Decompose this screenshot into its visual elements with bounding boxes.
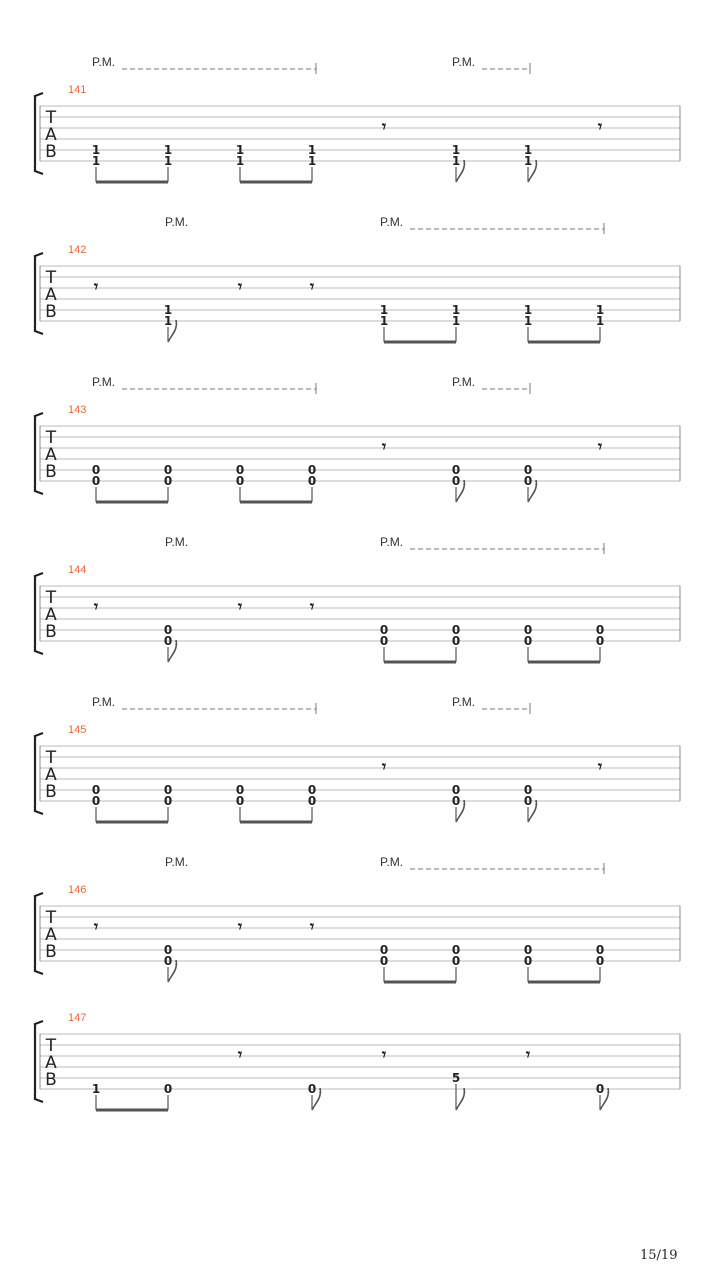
measure-number: 147 xyxy=(68,1012,87,1024)
fret-number: 0 xyxy=(523,623,533,637)
fret-number: 0 xyxy=(163,623,173,637)
fret-number: 1 xyxy=(523,143,533,157)
fret-number: 0 xyxy=(163,794,173,808)
measure-number: 143 xyxy=(68,404,87,416)
measure-number: 144 xyxy=(68,564,87,576)
fret-number: 0 xyxy=(307,1082,317,1096)
system-bracket xyxy=(35,413,43,494)
fret-number: 0 xyxy=(523,783,533,797)
fret-number: 5 xyxy=(451,1071,461,1085)
tab-letter: A xyxy=(45,125,57,145)
tab-letter: B xyxy=(45,302,57,322)
fret-number: 0 xyxy=(451,623,461,637)
fret-number: 1 xyxy=(91,1082,101,1096)
eighth-rest: 𝄾 xyxy=(381,437,387,456)
tab-letter: T xyxy=(45,428,57,448)
measure-number: 142 xyxy=(68,244,87,256)
fret-number: 1 xyxy=(307,143,317,157)
fret-number: 0 xyxy=(235,783,245,797)
tab-letter: A xyxy=(45,925,57,945)
palm-mute-label: P.M. xyxy=(92,695,116,709)
eighth-rest: 𝄾 xyxy=(597,437,603,456)
tab-letter: T xyxy=(45,268,57,288)
eighth-rest: 𝄾 xyxy=(237,277,243,296)
measure-number: 146 xyxy=(68,884,87,896)
fret-number: 1 xyxy=(451,154,461,168)
eighth-rest: 𝄾 xyxy=(93,277,99,296)
fret-number: 0 xyxy=(307,783,317,797)
fret-number: 0 xyxy=(379,954,389,968)
fret-number: 1 xyxy=(595,314,605,328)
eighth-rest: 𝄾 xyxy=(309,277,315,296)
eighth-rest: 𝄾 xyxy=(381,117,387,136)
fret-number: 0 xyxy=(451,943,461,957)
fret-number: 1 xyxy=(451,303,461,317)
palm-mute-label: P.M. xyxy=(380,215,404,229)
note-flag xyxy=(456,1088,464,1110)
tab-letter: T xyxy=(45,108,57,128)
fret-number: 0 xyxy=(451,634,461,648)
tab-letter: B xyxy=(45,142,57,162)
eighth-rest: 𝄾 xyxy=(237,1045,243,1064)
fret-number: 0 xyxy=(91,463,101,477)
eighth-rest: 𝄾 xyxy=(525,1045,531,1064)
fret-number: 0 xyxy=(163,954,173,968)
eighth-rest: 𝄾 xyxy=(309,597,315,616)
fret-number: 0 xyxy=(595,1082,605,1096)
tab-letter: T xyxy=(45,908,57,928)
tab-letter: T xyxy=(45,748,57,768)
fret-number: 0 xyxy=(451,474,461,488)
palm-mute-label: P.M. xyxy=(452,55,476,69)
palm-mute-label: P.M. xyxy=(380,535,404,549)
fret-number: 0 xyxy=(163,1082,173,1096)
system-bracket xyxy=(35,93,43,174)
system-bracket xyxy=(35,1021,43,1102)
fret-number: 0 xyxy=(451,794,461,808)
fret-number: 0 xyxy=(523,943,533,957)
tab-letter: B xyxy=(45,942,57,962)
tab-letter: B xyxy=(45,782,57,802)
fret-number: 1 xyxy=(523,303,533,317)
fret-number: 1 xyxy=(451,314,461,328)
fret-number: 1 xyxy=(91,154,101,168)
fret-number: 0 xyxy=(163,634,173,648)
fret-number: 0 xyxy=(379,623,389,637)
fret-number: 1 xyxy=(163,303,173,317)
fret-number: 0 xyxy=(163,783,173,797)
palm-mute-label: P.M. xyxy=(92,375,116,389)
fret-number: 0 xyxy=(307,794,317,808)
fret-number: 1 xyxy=(235,154,245,168)
eighth-rest: 𝄾 xyxy=(597,757,603,776)
tab-letter: B xyxy=(45,462,57,482)
fret-number: 0 xyxy=(451,783,461,797)
palm-mute-label: P.M. xyxy=(380,855,404,869)
fret-number: 0 xyxy=(379,943,389,957)
fret-number: 0 xyxy=(523,474,533,488)
eighth-rest: 𝄾 xyxy=(597,117,603,136)
fret-number: 0 xyxy=(595,954,605,968)
tab-letter: B xyxy=(45,622,57,642)
tab-letter: A xyxy=(45,1053,57,1073)
eighth-rest: 𝄾 xyxy=(309,917,315,936)
fret-number: 0 xyxy=(595,634,605,648)
fret-number: 0 xyxy=(451,463,461,477)
fret-number: 0 xyxy=(235,474,245,488)
fret-number: 0 xyxy=(451,954,461,968)
fret-number: 0 xyxy=(595,943,605,957)
palm-mute-label: P.M. xyxy=(165,855,189,869)
system-bracket xyxy=(35,253,43,334)
fret-number: 0 xyxy=(91,474,101,488)
eighth-rest: 𝄾 xyxy=(381,757,387,776)
fret-number: 1 xyxy=(451,143,461,157)
fret-number: 1 xyxy=(523,154,533,168)
fret-number: 0 xyxy=(523,463,533,477)
measure-number: 141 xyxy=(68,84,87,96)
fret-number: 0 xyxy=(379,634,389,648)
eighth-rest: 𝄾 xyxy=(237,597,243,616)
fret-number: 0 xyxy=(91,783,101,797)
fret-number: 0 xyxy=(235,794,245,808)
fret-number: 0 xyxy=(235,463,245,477)
fret-number: 1 xyxy=(91,143,101,157)
fret-number: 0 xyxy=(595,623,605,637)
page-number: 15/19 xyxy=(640,1248,678,1263)
tab-letter: A xyxy=(45,285,57,305)
fret-number: 0 xyxy=(307,474,317,488)
fret-number: 1 xyxy=(523,314,533,328)
system-bracket xyxy=(35,893,43,974)
fret-number: 1 xyxy=(163,154,173,168)
fret-number: 0 xyxy=(91,794,101,808)
fret-number: 0 xyxy=(163,463,173,477)
palm-mute-label: P.M. xyxy=(452,695,476,709)
tab-letter: T xyxy=(45,588,57,608)
measure-number: 145 xyxy=(68,724,87,736)
fret-number: 0 xyxy=(307,463,317,477)
fret-number: 0 xyxy=(523,954,533,968)
tab-letter: A xyxy=(45,445,57,465)
palm-mute-label: P.M. xyxy=(92,55,116,69)
fret-number: 1 xyxy=(163,314,173,328)
eighth-rest: 𝄾 xyxy=(93,917,99,936)
eighth-rest: 𝄾 xyxy=(237,917,243,936)
palm-mute-label: P.M. xyxy=(452,375,476,389)
fret-number: 1 xyxy=(595,303,605,317)
fret-number: 1 xyxy=(235,143,245,157)
palm-mute-label: P.M. xyxy=(165,215,189,229)
fret-number: 0 xyxy=(523,634,533,648)
tab-letter: A xyxy=(45,765,57,785)
tab-letter: T xyxy=(45,1036,57,1056)
eighth-rest: 𝄾 xyxy=(381,1045,387,1064)
system-bracket xyxy=(35,573,43,654)
tab-letter: B xyxy=(45,1070,57,1090)
palm-mute-label: P.M. xyxy=(165,535,189,549)
fret-number: 0 xyxy=(163,943,173,957)
system-bracket xyxy=(35,733,43,814)
fret-number: 1 xyxy=(379,303,389,317)
fret-number: 1 xyxy=(379,314,389,328)
fret-number: 1 xyxy=(163,143,173,157)
fret-number: 0 xyxy=(523,794,533,808)
fret-number: 0 xyxy=(163,474,173,488)
eighth-rest: 𝄾 xyxy=(93,597,99,616)
fret-number: 1 xyxy=(307,154,317,168)
tab-letter: A xyxy=(45,605,57,625)
